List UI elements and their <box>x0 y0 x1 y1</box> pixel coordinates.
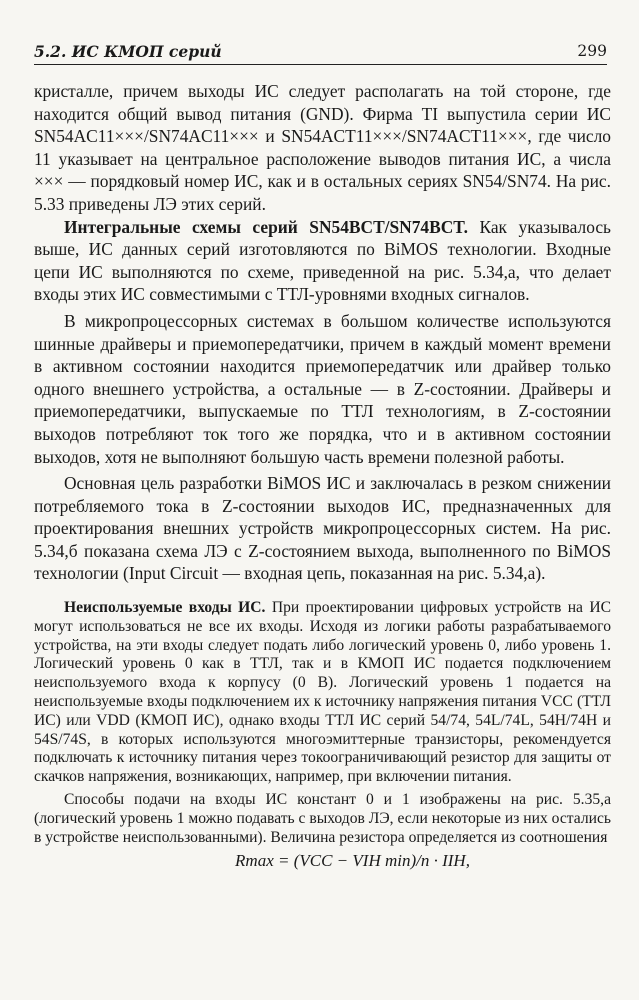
paragraph: В микропроцессорных системах в большом количестве используются шинные драйверы и приемопередатчики, причем в каждый момент времени в активном состоянии находится приемопередатчик или драйвер только одного внешнего устройства, а остальные — в Z-состоянии. Драйверы и приемопередатчики, выпускаемые по ТТЛ технологиям, в Z-состоянии выходов потребляют ток того же порядка, что и в активном состоянии выходов, хотя не выполняют большую часть времени полезной работы. <box>34 310 611 467</box>
paragraph: Способы подачи на входы ИС констант 0 и 1 изображены на рис. 5.35,а (логический уровень 1 можно подавать с выходов ЛЭ, если некоторые из них остались в устройстве неиспользованными). Величина резистора определяется из соотношения <box>34 791 611 846</box>
paragraph <box>34 216 611 306</box>
page-number: 299 <box>577 42 607 60</box>
paragraph-text: При проектировании цифровых устройств на ИС могут использоваться не все их входы. Исходя из логики работы разрабатываемого устройства, на эти входы следует подать либо логический уровень 0, либо уровень 1. Логический уровень 0 как в ТТЛ, так и в КМОП ИС подается подключением неиспользуемого входа к корпусу (0 В). Логический уровень 1 подается на неиспользуемые входы подключением их к источнику напряжения питания VCC (ТТЛ ИС) или VDD (КМОП ИС), однако входы ТТЛ ИС серий 54/74, 54L/74L, 54H/74H и 54S/74S, в которых используются многоэмиттерные транзисторы, рекомендуется подключать к источнику питания через токоограничивающий резистор для защиты от скачков напряжения, возникающих, например, при включении питания. <box>34 599 611 786</box>
formula: Rmax = (VCC − VIH min)/n · IIH, <box>235 851 470 871</box>
paragraph-heading: Неиспользуемые входы ИС. <box>64 599 266 617</box>
paragraph-text: Как указывалось выше, ИС данных серий изготовляются по BiMOS технологии. Входные цепи ИС выполняются по схеме, приведенной на рис. 5.34,а, что делает входы этих ИС совместимыми с ТТЛ-уровнями входных сигналов. <box>34 216 611 305</box>
paragraph: кристалле, причем выходы ИС следует располагать на той стороне, где находится общий вывод питания (GND). Фирма TI выпустила серии ИС SN54AC11×××/SN74AC11××× и SN54ACT11×××/SN74ACT11×××, где число 11 указывает на центральное расположение выводов питания ИС, а числа ××× — порядковый номер ИС, как и в остальных сериях SN54/SN74. На рис. 5.33 приведены ЛЭ этих серий. <box>34 81 611 214</box>
paragraph <box>34 599 611 787</box>
paragraph-heading: Интегральные схемы серий SN54BCT/SN74BCT. <box>64 216 468 237</box>
running-header <box>34 38 607 65</box>
section-title: 5.2. ИС КМОП серий <box>34 42 222 61</box>
paragraph: Основная цель разработки BiMOS ИС и заключалась в резком снижении потребляемого тока в Z-состоянии выходов ИС, предназначенных для проектирования внешних устройств микропроцессорных систем. На рис. 5.34,б показана схема ЛЭ с Z-состоянием выхода, выполненного по BiMOS технологии (Input Circuit — входная цепь, показанная на рис. 5.34,а). <box>34 473 611 584</box>
page-body <box>34 80 611 871</box>
